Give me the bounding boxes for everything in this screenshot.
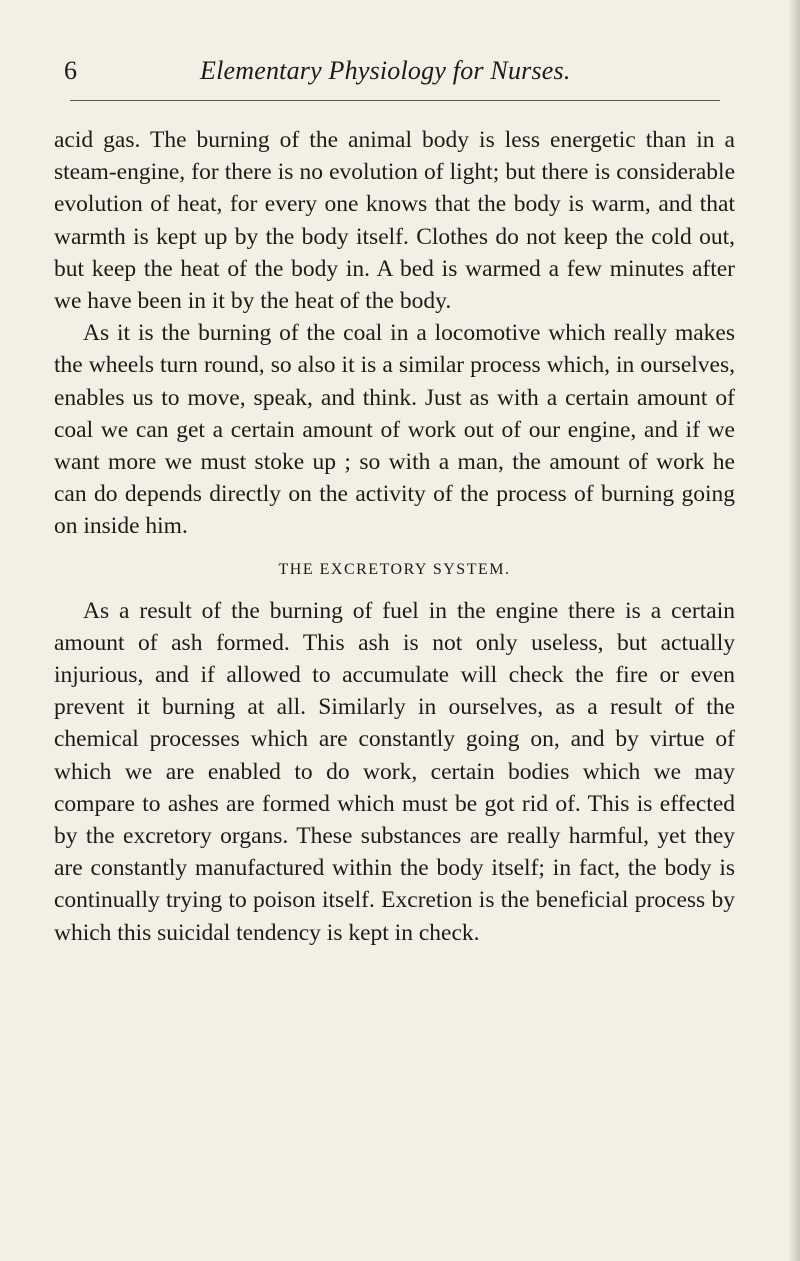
section-heading: THE EXCRETORY SYSTEM. — [278, 560, 511, 578]
paragraph-continued: acid gas. The burning of the animal body is less energetic than in a steam-engine, for there is no evolution of light; but there is considerable evolution of heat, for every one knows that the body is warm, and that warmth is kept up by the body itself. Clothes do not keep the cold out, but keep the heat of the body in. A bed is warmed a few minutes after we have been in it by the heat of the body. — [54, 127, 735, 315]
page-edge-shadow — [788, 0, 800, 1261]
paragraph-excretory: As a result of the burning of fuel in the engine there is a certain amount of ash formed. This ash is not only useless, but actually injurious, and if allowed to accumulate will check the fire or even prevent it burning at all. Similarly in ourselves, as a result of the chemical processes which are constantly going on, and by virtue of which we are enabled to do work, certain bodies which we may compare to ashes are formed which must be got rid of. This is effected by the excretory organs. These substances are really harmful, yet they are constantly manufactured within the body itself; in fact, the body is continually trying to poison itself. Excretion is the beneficial process by which this suicidal tendency is kept in check. — [54, 597, 735, 946]
running-title: Elementary Physiology for Nurses. — [200, 56, 571, 85]
running-head — [64, 52, 724, 92]
body-text — [54, 124, 735, 949]
header-rule — [70, 100, 720, 101]
page-number: 6 — [64, 56, 77, 85]
paragraph-locomotive: As it is the burning of the coal in a locomotive which really makes the wheels turn round, so also it is a similar process which, in ourselves, enables us to move, speak, and think. Just as with a certain amount of coal we can get a certain amount of work out of our engine, and if we want more we must stoke up ; so with a man, the amount of work he can do depends directly on the activity of the process of burning going on inside him. — [54, 320, 735, 540]
